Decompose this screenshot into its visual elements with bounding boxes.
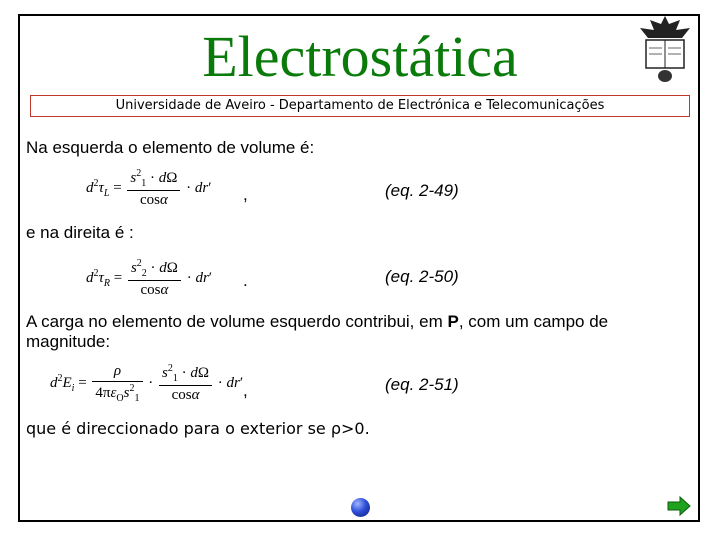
eq-2-50-punct: . xyxy=(243,271,248,290)
paragraph-direction: que é direccionado para o exterior se ρ>0. xyxy=(26,419,370,438)
eq-2-51-punct: , xyxy=(243,381,248,400)
eq-2-49-label: (eq. 2-49) xyxy=(385,181,459,200)
paragraph-field-magnitude: A carga no elemento de volume esquerdo contribui, em P, com um campo de magnitude: xyxy=(26,312,609,351)
university-crest-icon xyxy=(636,14,694,84)
eq-2-49-punct: , xyxy=(243,185,248,204)
paragraph-right-volume: e na direita é : xyxy=(26,223,134,242)
slide-title: Electrostática xyxy=(202,24,518,89)
formula-eq-2-50: $d^2\tau_R$ = $\frac{s^2_2 \cdot d\Omega}{\cos\alpha}$ · dr′ xyxy=(86,258,213,298)
eq-2-50-label: (eq. 2-50) xyxy=(385,267,459,286)
eq-2-51-label: (eq. 2-51) xyxy=(385,375,459,394)
formula-eq-2-51: $d^2E_i$ = $\frac{\rho}{4\pi\varepsilon_Os^2_1}$ · $\frac{s^2_1 \cdot d\Omega}{\cos\alpha}$ · dr′ xyxy=(50,363,244,404)
institution-banner: Universidade de Aveiro - Departamento de Electrónica e Telecomunicações xyxy=(30,95,690,117)
blue-ball-icon[interactable] xyxy=(351,498,370,517)
paragraph-left-volume: Na esquerda o elemento de volume é: xyxy=(26,138,315,157)
green-arrow-right-icon[interactable] xyxy=(667,496,691,516)
formula-eq-2-49: $d^2\tau_L$ = $\frac{s^2_1 \cdot d\Omega}{\cos\alpha}$ · dr′ xyxy=(86,168,212,208)
